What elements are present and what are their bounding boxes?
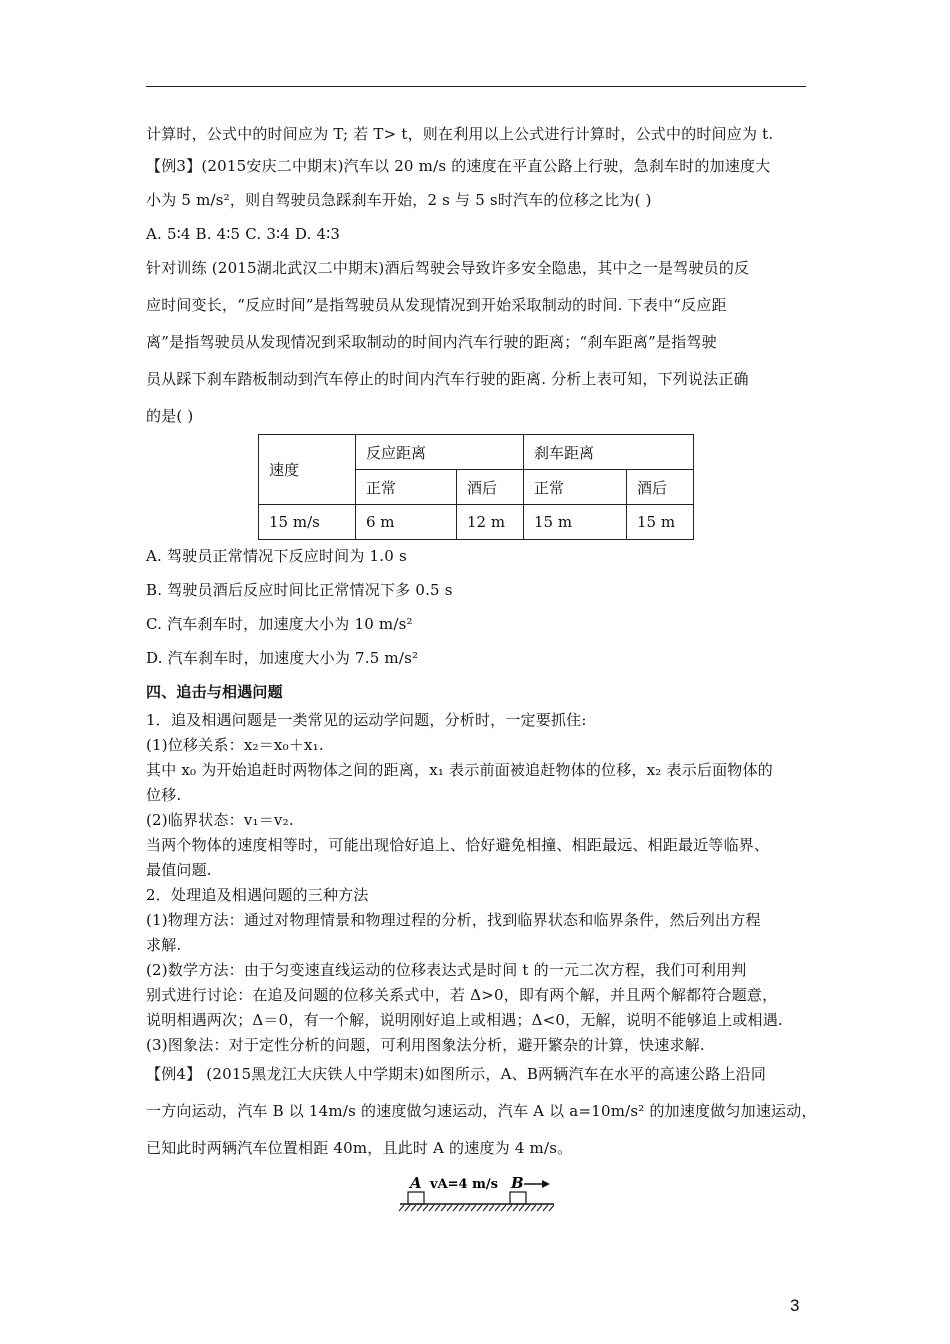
body-line: (2)数学方法：由于匀变速直线运动的位移表达式是时间 t 的一元二次方程，我们可利用判 <box>146 961 747 979</box>
body-line: 说明相遇两次；Δ＝0，有一个解，说明刚好追上或相遇；Δ<0，无解，说明不能够追上或相遇. <box>146 1011 783 1029</box>
body-line: (1)物理方法：通过对物理情景和物理过程的分析，找到临界状态和临界条件，然后列出方程 <box>146 911 761 929</box>
car-a <box>408 1192 424 1204</box>
example-4-line: 【例4】 (2015黑龙江大庆铁人中学期末)如图所示，A、B两辆汽车在水平的高速公路上沿同 <box>146 1065 767 1083</box>
example-4-line: 已知此时两辆汽车位置相距 40m，且此时 A 的速度为 4 m/s。 <box>146 1139 573 1157</box>
text-line: 计算时，公式中的时间应为 T; 若 T> t，则在利用以上公式进行计算时，公式中的时间应为 t. <box>146 125 774 143</box>
text-line: 员从踩下刹车踏板制动到汽车停止的时间内汽车行驶的距离. 分析上表可知，下列说法正确 <box>146 370 749 388</box>
text-line: 离”是指驾驶员从发现情况到采取制动的时间内汽车行驶的距离；“刹车距离”是指驾驶 <box>146 333 717 351</box>
section-title: 四、追击与相遇问题 <box>146 683 283 701</box>
practice-line: 针对训练 (2015湖北武汉二中期末)酒后驾驶会导致许多安全隐患，其中之一是驾驶员的反 <box>146 259 750 277</box>
option-c: C. 汽车刹车时，加速度大小为 10 m/s² <box>146 615 413 633</box>
example-4-line: 一方向运动，汽车 B 以 14m/s 的速度做匀速运动，汽车 A 以 a=10m/s² 的加速度做匀加速运动， <box>146 1102 817 1120</box>
table-cell: 15 m <box>627 505 694 540</box>
table-header-braking: 刹车距离 <box>524 435 694 470</box>
table-header-speed: 速度 <box>259 435 356 505</box>
label-a: A <box>410 1174 422 1192</box>
road-hatching <box>399 1205 554 1211</box>
text-line: 小为 5 m/s²，则自驾驶员急踩刹车开始，2 s 与 5 s时汽车的位移之比为( ) <box>146 191 652 209</box>
text-line: 应时间变长，“反应时间”是指驾驶员从发现情况到开始采取制动的时间. 下表中“反应距 <box>146 296 727 314</box>
label-b: B <box>511 1174 524 1192</box>
data-table <box>258 434 694 540</box>
option-b: B. 驾驶员酒后反应时间比正常情况下多 0.5 s <box>146 581 453 599</box>
table-cell: 6 m <box>356 505 457 540</box>
table-row <box>259 505 694 540</box>
table-subheader: 正常 <box>524 470 627 505</box>
table-subheader: 酒后 <box>627 470 694 505</box>
body-line: (2)临界状态：v₁＝v₂. <box>146 811 294 829</box>
car-b <box>510 1192 526 1204</box>
body-line: 别式进行讨论：在追及问题的位移关系式中，若 Δ>0，即有两个解，并且两个解都符合题意， <box>146 986 778 1004</box>
table-subheader: 酒后 <box>457 470 524 505</box>
cars-diagram <box>398 1172 558 1224</box>
body-line: 2．处理追及相遇问题的三种方法 <box>146 886 369 904</box>
body-line: (1)位移关系：x₂＝x₀＋x₁. <box>146 736 324 754</box>
table-subheader: 正常 <box>356 470 457 505</box>
body-line: 最值问题. <box>146 861 212 879</box>
text-line: 的是( ) <box>146 407 194 425</box>
label-va: vA=4 m/s <box>430 1177 498 1192</box>
table-cell: 15 m/s <box>259 505 356 540</box>
table-cell: 15 m <box>524 505 627 540</box>
body-line: (3)图象法：对于定性分析的问题，可利用图象法分析，避开繁杂的计算，快速求解. <box>146 1036 705 1054</box>
body-line: 1．追及相遇问题是一类常见的运动学问题，分析时，一定要抓住: <box>146 711 587 729</box>
table-header-reaction: 反应距离 <box>356 435 524 470</box>
header-rule <box>146 86 806 87</box>
body-line: 位移. <box>146 786 182 804</box>
arrow-right-icon <box>524 1180 550 1188</box>
option-a: A. 驾驶员正常情况下反应时间为 1.0 s <box>146 547 407 565</box>
example-3-line: 【例3】(2015安庆二中期末)汽车以 20 m/s 的速度在平直公路上行驶，急刹车时的加速度大 <box>146 157 771 175</box>
table-cell: 12 m <box>457 505 524 540</box>
body-line: 求解. <box>146 936 182 954</box>
example-3-options: A. 5∶4 B. 4∶5 C. 3∶4 D. 4∶3 <box>146 225 341 243</box>
body-line: 当两个物体的速度相等时，可能出现恰好追上、恰好避免相撞、相距最远、相距最近等临界、 <box>146 836 770 854</box>
page-number: 3 <box>790 1296 800 1315</box>
option-d: D. 汽车刹车时，加速度大小为 7.5 m/s² <box>146 649 419 667</box>
body-line: 其中 x₀ 为开始追赶时两物体之间的距离，x₁ 表示前面被追赶物体的位移，x₂ 表示后面物体的 <box>146 761 773 779</box>
